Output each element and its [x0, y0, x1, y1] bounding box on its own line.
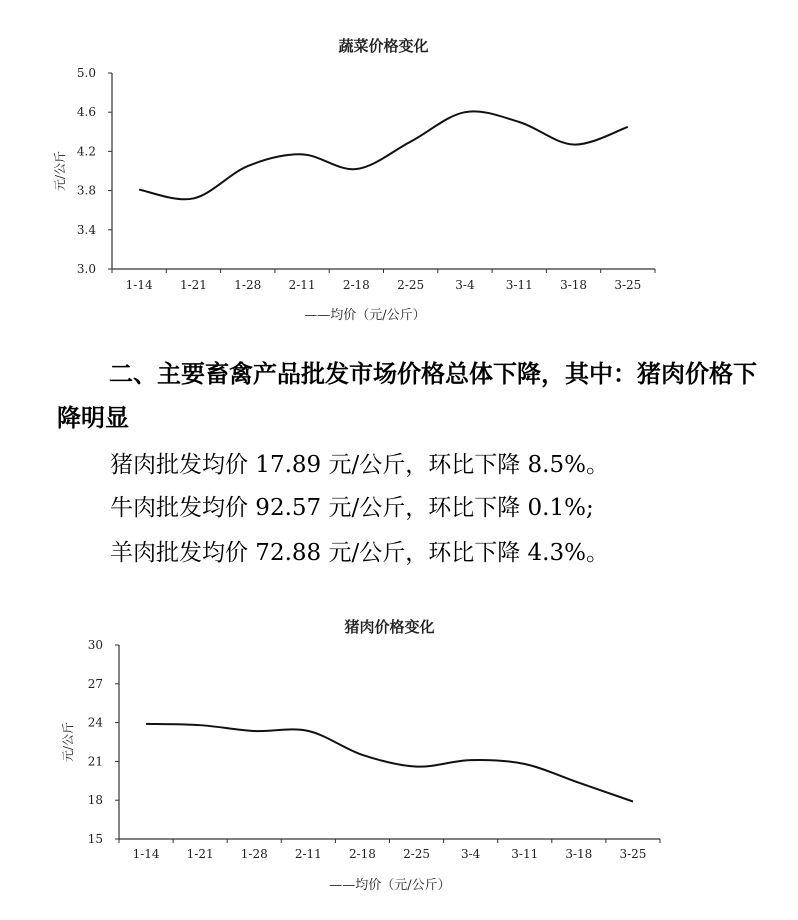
pork-price-chart [0, 600, 798, 920]
y-tick-label: 3.8 [76, 183, 96, 198]
x-tick-label: 3-11 [511, 847, 539, 861]
y-tick-label: 30 [87, 638, 103, 652]
y-tick-label: 4.6 [76, 105, 96, 120]
x-tick-label: 2-18 [348, 847, 376, 861]
x-tick-label: 3-4 [455, 278, 475, 292]
chart-title: 猪肉价格变化 [344, 618, 435, 636]
y-axis-label: 元/公斤 [61, 721, 75, 763]
x-tick-label: 1-14 [132, 847, 160, 861]
section-heading-text: 二、主要畜禽产品批发市场价格总体下降，其中：猪肉价格下降明显 [57, 360, 757, 432]
x-tick-label: 2-11 [288, 278, 316, 292]
x-tick-label: 3-25 [614, 278, 642, 292]
x-tick-label: 3-4 [460, 847, 481, 861]
x-tick-label: 3-18 [565, 847, 593, 861]
pork-price-paragraph: 猪肉批发均价 17.89 元/公斤，环比下降 8.5%。 [110, 452, 609, 478]
chart-title: 蔬菜价格变化 [338, 37, 429, 55]
y-tick-label: 4.2 [76, 144, 96, 159]
legend-entry: ——均价（元/公斤） [329, 878, 451, 893]
x-tick-label: 1-28 [234, 278, 262, 292]
x-tick-label: 2-25 [397, 278, 425, 292]
mutton-price-paragraph: 羊肉批发均价 72.88 元/公斤，环比下降 4.3%。 [110, 540, 609, 566]
x-tick-label: 3-18 [560, 278, 588, 292]
x-tick-label: 1-14 [125, 278, 153, 292]
beef-price-paragraph: 牛肉批发均价 92.57 元/公斤，环比下降 0.1%; [110, 495, 594, 521]
y-tick-label: 3.0 [76, 262, 96, 276]
series-line [139, 111, 628, 199]
y-tick-label: 5.0 [76, 66, 96, 80]
x-tick-label: 2-18 [342, 278, 370, 292]
legend-entry: ——均价（元/公斤） [304, 308, 426, 323]
vegetable-price-chart [0, 0, 798, 335]
series-line [146, 724, 633, 802]
y-axis-label: 元/公斤 [53, 150, 67, 192]
x-tick-label: 3-11 [505, 278, 533, 292]
y-tick-label: 21 [87, 754, 103, 769]
section-heading [57, 352, 767, 440]
x-tick-label: 1-28 [240, 847, 268, 861]
x-tick-label: 1-21 [186, 847, 214, 861]
x-tick-label: 2-11 [294, 847, 322, 861]
y-tick-label: 3.4 [76, 222, 96, 237]
x-tick-label: 2-25 [403, 847, 431, 861]
y-tick-label: 18 [87, 793, 103, 808]
x-tick-label: 3-25 [619, 847, 647, 861]
y-tick-label: 27 [87, 676, 103, 691]
y-tick-label: 24 [87, 715, 103, 730]
y-tick-label: 15 [87, 832, 103, 846]
x-tick-label: 1-21 [179, 278, 207, 292]
